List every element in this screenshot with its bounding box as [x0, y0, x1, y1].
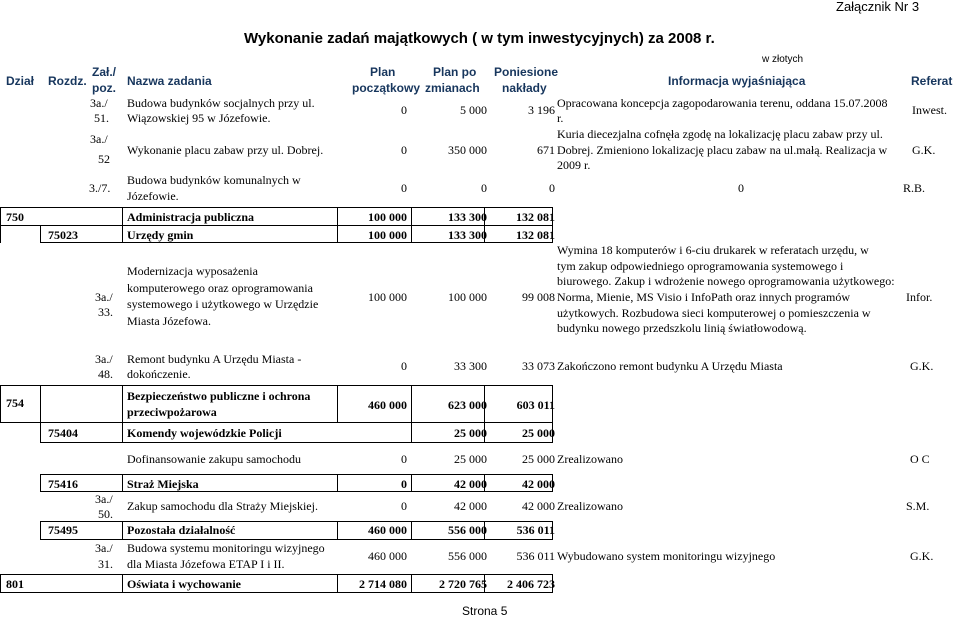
task-name: Dofinansowanie zakupu samochodu	[127, 452, 301, 466]
poniesione-value: 42 000	[522, 477, 555, 491]
referat-value: R.B.	[903, 181, 926, 195]
poniesione-value: 25 000	[522, 452, 555, 466]
poniesione-value: 0	[549, 181, 555, 195]
task-name: Józefowie.	[127, 189, 179, 203]
plan-poczatkowy-value: 460 000	[368, 398, 407, 412]
rozdzial-code: 75495	[48, 523, 78, 537]
rozdzial-code: 75404	[48, 426, 78, 440]
task-name: Budowa budynków socjalnych przy ul.	[127, 96, 315, 110]
section-name: Bezpieczeństwo publiczne i ochrona	[127, 389, 311, 403]
rozdzial-code: 75023	[48, 228, 78, 242]
task-name: Wykonanie placu zabaw przy ul. Dobrej.	[127, 143, 324, 157]
task-name: dokończenie.	[127, 367, 191, 381]
poniesione-value: 132 081	[516, 210, 555, 224]
column-border	[122, 574, 123, 593]
column-border	[484, 207, 485, 243]
header-rozdz: Rozdz.	[48, 74, 87, 88]
annex-label: Załącznik Nr 3	[836, 0, 920, 14]
task-name: Miasta Józefowa.	[127, 314, 211, 328]
header-zal-line2: poz.	[92, 81, 116, 95]
column-border	[552, 474, 553, 492]
plan-zmianach-value: 25 000	[454, 426, 487, 440]
header-dzial: Dział	[6, 74, 35, 88]
referat-value: G.K.	[910, 359, 934, 373]
column-border	[122, 207, 123, 243]
column-border	[337, 385, 338, 423]
header-referat: Referat	[911, 74, 953, 88]
plan-poczatkowy-value: 0	[401, 181, 407, 195]
column-border	[411, 521, 412, 540]
info-text: tym zakup odpowiedniego oprogramowania systemowego i	[557, 259, 844, 273]
plan-zmianach-value: 25 000	[454, 452, 487, 466]
rozdzial-code: 75416	[48, 477, 78, 491]
row-border	[40, 491, 552, 492]
column-border	[411, 385, 412, 443]
zal-poz: 48.	[98, 367, 113, 381]
plan-zmianach-value: 623 000	[448, 398, 487, 412]
referat-value: Infor.	[906, 290, 933, 304]
poniesione-value: 25 000	[522, 426, 555, 440]
column-border	[484, 474, 485, 492]
header-plan-zmianach-line2: zmianach	[425, 81, 480, 95]
column-border	[411, 474, 412, 492]
column-border	[337, 474, 338, 492]
task-name: Modernizacja wyposażenia	[127, 264, 258, 278]
zal-poz: 3a./	[90, 132, 108, 146]
column-border	[484, 521, 485, 540]
column-border	[122, 521, 123, 540]
header-informacja: Informacja wyjaśniająca	[668, 74, 806, 88]
zal-poz: 3./7.	[89, 181, 111, 195]
column-border	[40, 474, 41, 492]
row-border	[40, 521, 552, 522]
page-number: Strona 5	[462, 604, 508, 618]
column-border	[0, 207, 1, 243]
dzial-code: 750	[6, 210, 24, 224]
plan-zmianach-value: 350 000	[448, 143, 487, 157]
info-text: biurowego. Zakup i wdrożenie nowego oprogramowania użytkowego:	[557, 274, 895, 288]
plan-zmianach-value: 0	[481, 181, 487, 195]
plan-poczatkowy-value: 100 000	[368, 210, 407, 224]
column-border	[484, 385, 485, 443]
document-title: Wykonanie zadań majątkowych ( w tym inwestycyjnych) za 2008 r.	[244, 30, 715, 47]
task-name: Budowa budynków komunalnych w	[127, 173, 301, 187]
poniesione-value: 42 000	[522, 499, 555, 513]
plan-poczatkowy-value: 0	[401, 143, 407, 157]
info-text: Opracowana koncepcja zagopodarowania terenu, oddana 15.07.2008	[557, 96, 888, 110]
info-text: r.	[557, 111, 564, 125]
column-border	[552, 207, 553, 243]
info-text: Zrealizowano	[557, 499, 623, 513]
row-border	[40, 539, 552, 540]
header-plan-zmianach-line1: Plan po	[433, 65, 477, 79]
info-text: 2009 r.	[557, 158, 591, 172]
column-border	[411, 207, 412, 243]
plan-zmianach-value: 42 000	[454, 499, 487, 513]
row-border	[0, 422, 552, 423]
task-name: Budowa systemu monitoringu wizyjnego	[127, 541, 325, 555]
zal-poz: 33.	[98, 305, 113, 319]
column-border	[40, 385, 41, 423]
plan-zmianach-value: 42 000	[454, 477, 487, 491]
info-text: użytkowych. Rozbudowa sieci komputerowej o pomieszczenia w	[557, 306, 871, 320]
section-name: Administracja publiczna	[127, 210, 255, 224]
currency-note: w złotych	[762, 54, 804, 65]
zal-poz: 3a./	[95, 541, 113, 555]
header-nazwa: Nazwa zadania	[127, 74, 212, 88]
referat-value: G.K.	[912, 143, 936, 157]
referat-value: G.K.	[910, 549, 934, 563]
poniesione-value: 3 196	[528, 103, 555, 117]
poniesione-value: 536 011	[516, 523, 555, 537]
column-border	[0, 574, 1, 593]
task-name: Wiązowskiej 95 w Józefowie.	[127, 111, 271, 125]
column-border	[40, 521, 41, 540]
column-border	[40, 422, 41, 443]
plan-poczatkowy-value: 100 000	[368, 290, 407, 304]
row-border	[0, 207, 552, 208]
poniesione-value: 33 073	[522, 359, 555, 373]
column-border	[40, 225, 41, 243]
referat-value: Inwest.	[912, 103, 947, 117]
info-text: Kuria diecezjalna cofnęła zgodę na lokalizację placu zabaw przy ul.	[557, 127, 883, 141]
zal-poz: 3a./	[95, 492, 113, 506]
plan-zmianach-value: 556 000	[448, 549, 487, 563]
column-border	[337, 574, 338, 593]
info-text: Wymina 18 komputerów i 6-ciu drukarek w referatach urzędu, w	[557, 243, 869, 257]
info-text: Dobrej. Zmieniono lokalizację placu zabaw na ul.małą. Realizacja w	[557, 143, 888, 157]
info-text: Zakończono remont budynku A Urzędu Miasta	[557, 359, 783, 373]
row-border	[40, 242, 552, 243]
task-name: komputerowego oraz oprogramowania	[127, 281, 313, 295]
section-name: przeciwpożarowa	[127, 405, 217, 419]
header-plan-poczatkowy-line2: początkowy	[352, 81, 421, 95]
column-border	[552, 385, 553, 443]
task-name: Zakup samochodu dla Straży Miejskiej.	[127, 499, 318, 513]
header-plan-poczatkowy-line1: Plan	[370, 65, 396, 79]
plan-poczatkowy-value: 100 000	[368, 228, 407, 242]
zal-poz: 3a./	[95, 290, 113, 304]
header-zal-line1: Zał./	[92, 65, 117, 79]
dzial-code: 754	[6, 396, 24, 410]
plan-zmianach-value: 133 300	[448, 210, 487, 224]
column-border	[122, 385, 123, 443]
column-border	[484, 574, 485, 593]
zal-poz: 51.	[94, 111, 109, 125]
info-text: Zrealizowano	[557, 452, 623, 466]
poniesione-value: 99 008	[522, 290, 555, 304]
section-name: Pozostała działalność	[127, 523, 236, 537]
referat-value: S.M.	[906, 499, 930, 513]
info-text: Wybudowano system monitoringu wizyjnego	[557, 549, 776, 563]
row-border	[40, 474, 552, 475]
section-name: Straż Miejska	[127, 477, 199, 491]
plan-zmianach-value: 556 000	[448, 523, 487, 537]
task-name: systemowego i użytkowego w Urzędzie	[127, 297, 319, 311]
row-border	[0, 225, 552, 226]
poniesione-value: 603 011	[516, 398, 555, 412]
plan-poczatkowy-value: 2 714 080	[359, 577, 407, 591]
referat-value: O C	[910, 452, 930, 466]
plan-zmianach-value: 100 000	[448, 290, 487, 304]
plan-zmianach-value: 2 720 765	[439, 577, 487, 591]
column-border	[552, 521, 553, 540]
column-border	[0, 385, 1, 423]
zal-poz: 3a./	[90, 96, 108, 110]
column-border	[337, 207, 338, 243]
zal-poz: 3a./	[95, 352, 113, 366]
header-poniesione-line2: nakłady	[502, 81, 547, 95]
row-border	[0, 592, 552, 593]
poniesione-value: 132 081	[516, 228, 555, 242]
column-border	[552, 574, 553, 593]
row-border	[0, 385, 552, 386]
poniesione-value: 671	[537, 143, 555, 157]
zal-poz: 31.	[98, 557, 113, 571]
zal-poz: 50.	[98, 507, 113, 521]
poniesione-value: 2 406 723	[507, 577, 555, 591]
plan-poczatkowy-value: 0	[401, 477, 407, 491]
info-text: 0	[738, 181, 744, 195]
plan-poczatkowy-value: 0	[401, 499, 407, 513]
task-name: dla Miasta Józefowa ETAP I i II.	[127, 557, 285, 571]
info-text: budynku nowego przedszkolu linią światłowodową.	[557, 321, 807, 335]
plan-zmianach-value: 33 300	[454, 359, 487, 373]
plan-poczatkowy-value: 460 000	[368, 549, 407, 563]
section-name: Urzędy gmin	[127, 228, 194, 242]
dzial-code: 801	[6, 577, 24, 591]
section-name: Komendy wojewódzkie Policji	[127, 426, 282, 440]
row-border	[40, 442, 552, 443]
column-border	[411, 574, 412, 593]
header-poniesione-line1: Poniesione	[494, 65, 559, 79]
section-name: Oświata i wychowanie	[127, 577, 241, 591]
plan-zmianach-value: 133 300	[448, 228, 487, 242]
row-border	[0, 574, 552, 575]
task-name: Remont budynku A Urzędu Miasta -	[127, 352, 302, 366]
info-text: Norma, Mienie, MS Visio i InfoPath oraz innych programów	[557, 290, 851, 304]
plan-poczatkowy-value: 0	[401, 452, 407, 466]
zal-poz: 52	[98, 152, 110, 166]
plan-poczatkowy-value: 460 000	[368, 523, 407, 537]
column-border	[337, 521, 338, 540]
plan-poczatkowy-value: 0	[401, 359, 407, 373]
plan-zmianach-value: 5 000	[460, 103, 487, 117]
plan-poczatkowy-value: 0	[401, 103, 407, 117]
column-border	[122, 474, 123, 492]
poniesione-value: 536 011	[516, 549, 555, 563]
